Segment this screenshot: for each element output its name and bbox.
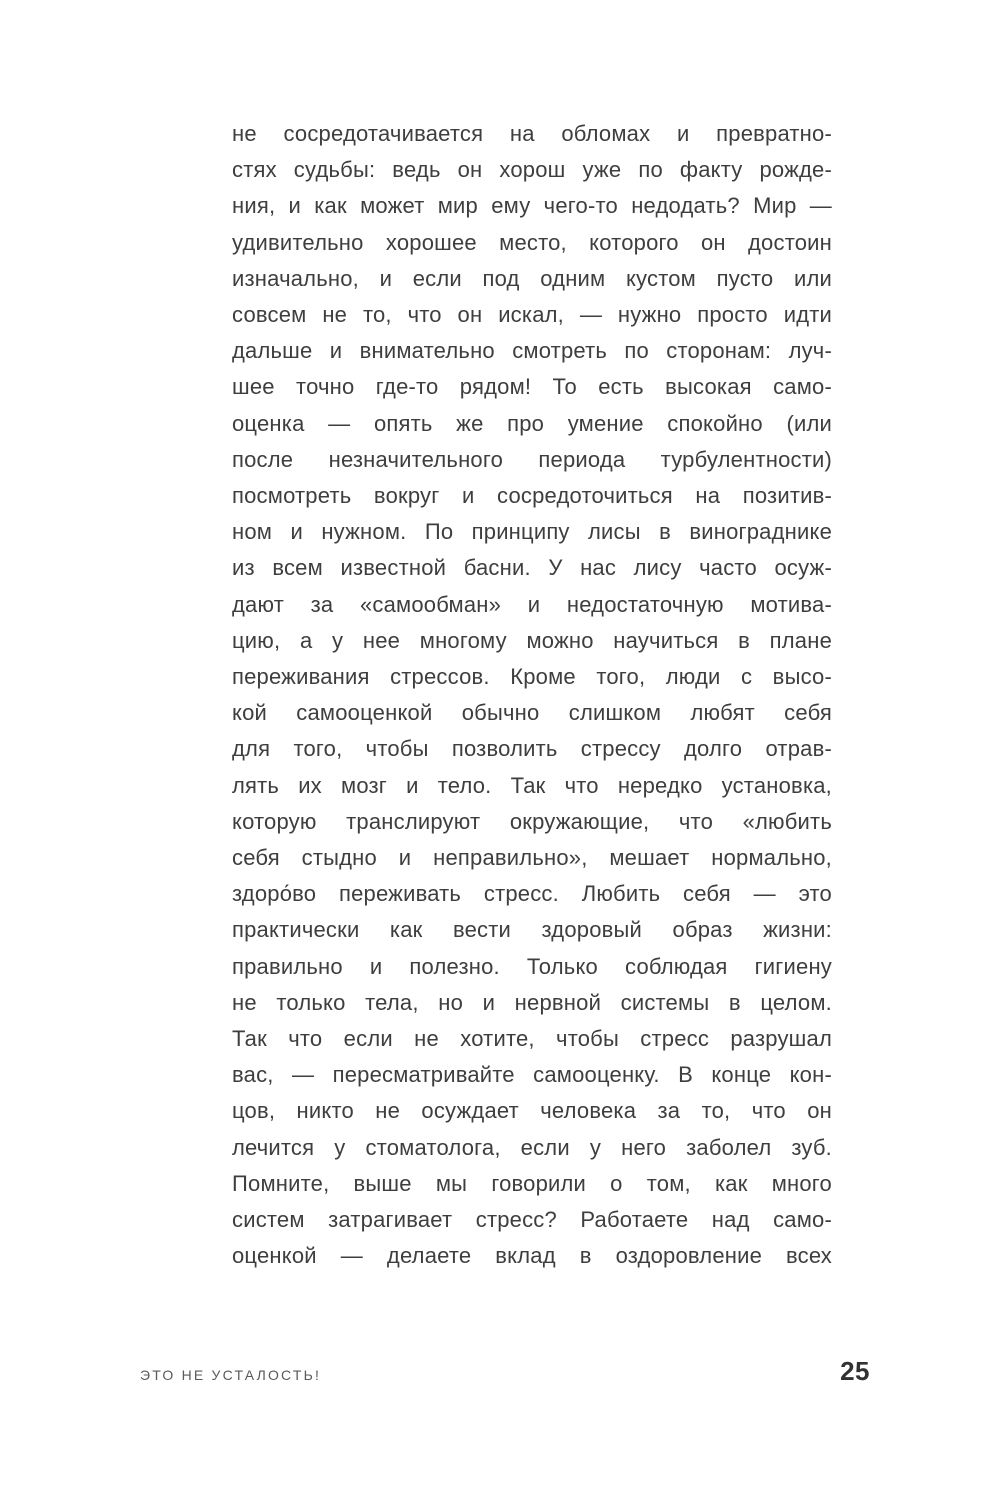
text-line: лечится у стоматолога, если у него заболел зуб. xyxy=(232,1134,832,1160)
text-line: которую транслируют окружающие, что «любить xyxy=(232,808,832,834)
running-title: ЭТО НЕ УСТАЛОСТЬ! xyxy=(140,1367,322,1383)
text-line: оценкой — делаете вклад в оздоровление всех xyxy=(232,1243,832,1269)
text-line: оценка — опять же про умение спокойно (или xyxy=(232,410,832,436)
text-line: совсем не то, что он искал, — нужно просто идти xyxy=(232,302,832,328)
text-line: не только тела, но и нервной системы в целом. xyxy=(232,989,832,1015)
text-line: цов, никто не осуждает человека за то, что он xyxy=(232,1098,832,1124)
text-line: вас, — пересматривайте самооценку. В конце кон- xyxy=(232,1062,832,1088)
text-line: себя стыдно и неправильно», мешает нормально, xyxy=(232,845,832,871)
text-line: для того, чтобы позволить стрессу долго отрав- xyxy=(232,736,832,762)
text-line: ния, и как может мир ему чего-то недодать? Мир — xyxy=(232,193,832,219)
text-line: посмотреть вокруг и сосредоточиться на позитив- xyxy=(232,483,832,509)
text-line: дают за «самообман» и недостаточную мотива- xyxy=(232,591,832,617)
text-line: систем затрагивает стресс? Работаете над само- xyxy=(232,1207,832,1233)
text-line: Помните, выше мы говорили о том, как много xyxy=(232,1170,832,1196)
text-line: кой самооценкой обычно слишком любят себя xyxy=(232,700,832,726)
text-line: шее точно где-то рядом! То есть высокая само- xyxy=(232,374,832,400)
text-line: изначально, и если под одним кустом пусто или xyxy=(232,265,832,291)
body-text xyxy=(232,116,832,1275)
text-line: ном и нужном. По принципу лисы в винограднике xyxy=(232,519,832,545)
text-line: дальше и внимательно смотреть по сторонам: луч- xyxy=(232,338,832,364)
page-footer xyxy=(140,1356,870,1387)
text-line: удивительно хорошее место, которого он достоин xyxy=(232,229,832,255)
text-line: стях судьбы: ведь он хорош уже по факту рожде- xyxy=(232,157,832,183)
text-line: лять их мозг и тело. Так что нередко установка, xyxy=(232,772,832,798)
text-line: цию, а у нее многому можно научиться в плане xyxy=(232,627,832,653)
text-line: переживания стрессов. Кроме того, люди с высо- xyxy=(232,664,832,690)
text-line: не сосредотачивается на обломах и превратно- xyxy=(232,121,832,146)
text-line: после незначительного периода турбулентности) xyxy=(232,446,832,472)
text-line: практически как вести здоровый образ жизни: xyxy=(232,917,832,943)
text-line: здоро́во переживать стресс. Любить себя — это xyxy=(232,881,832,907)
text-line: Так что если не хотите, чтобы стресс разрушал xyxy=(232,1026,832,1052)
text-line: правильно и полезно. Только соблюдая гигиену xyxy=(232,953,832,979)
text-line: из всем известной басни. У нас лису часто осуж- xyxy=(232,555,832,581)
page-number: 25 xyxy=(840,1356,870,1386)
